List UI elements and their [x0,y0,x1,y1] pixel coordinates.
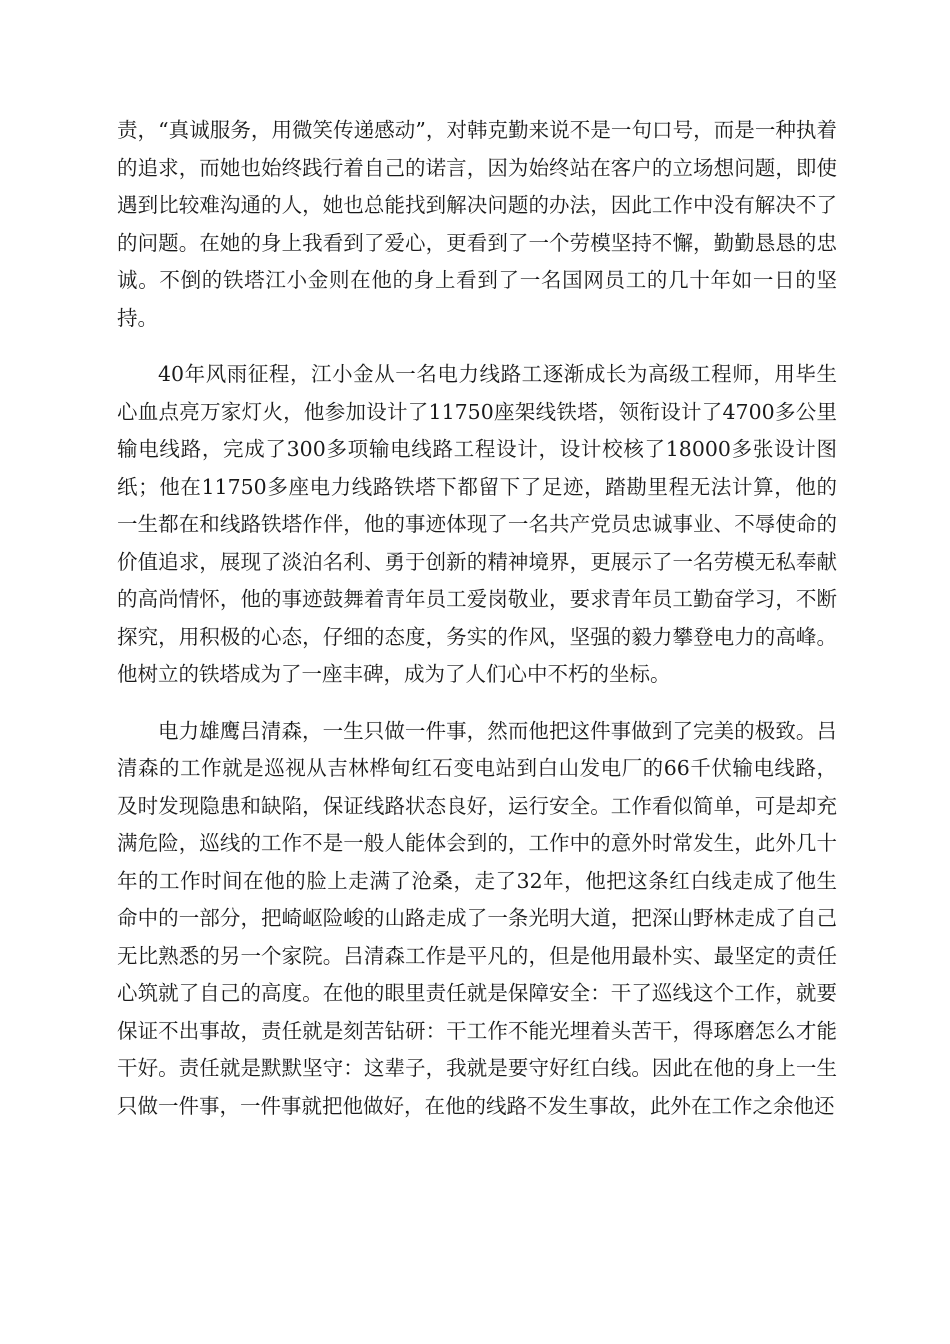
paragraph-2: 40年风雨征程，江小金从一名电力线路工逐渐成长为高级工程师，用毕生心血点亮万家灯火，他参加设计了11750座架线铁塔，领衔设计了4700多公里输电线路，完成了300多项输电线路工程设计，设计校核了18000多张设计图纸；他在11750多座电力线路铁塔下都留下了足迹，踏勘里程无法计算，他的一生都在和线路铁塔作伴，他的事迹体现了一名共产党员忠诚事业、不辱使命的价值追求，展现了淡泊名利、勇于创新的精神境界，更展示了一名劳模无私奉献的高尚情怀，他的事迹鼓舞着青年员工爱岗敬业，要求青年员工勤奋学习，不断探究，用积极的心态，仔细的态度，务实的作风，坚强的毅力攀登电力的高峰。他树立的铁塔成为了一座丰碑，成为了人们心中不朽的坐标。 [117,362,837,686]
document-body [117,112,837,1125]
paragraph-3: 电力雄鹰吕清森，一生只做一件事，然而他把这件事做到了完美的极致。吕清森的工作就是巡视从吉林桦甸红石变电站到白山发电厂的66千伏输电线路，及时发现隐患和缺陷，保证线路状态良好，运行安全。工作看似简单，可是却充满危险，巡线的工作不是一般人能体会到的，工作中的意外时常发生，此外几十年的工作时间在他的脸上走满了沧桑，走了32年，他把这条红白线走成了他生命中的一部分，把崎岖险峻的山路走成了一条光明大道，把深山野林走成了自己无比熟悉的另一个家院。吕清森工作是平凡的，但是他用最朴实、最坚定的责任心筑就了自己的高度。在他的眼里责任就是保障安全：干了巡线这个工作，就要保证不出事故，责任就是刻苦钻研：干工作不能光埋着头苦干，得琢磨怎么才能干好。责任就是默默坚守：这辈子，我就是要守好红白线。因此在他的身上一生只做一件事，一件事就把他做好，在他的线路不发生事故，此外在工作之余他还 [117,718,837,1118]
paragraph-1: 责，“真诚服务，用微笑传递感动”，对韩克勤来说不是一句口号，而是一种执着的追求，而她也始终践行着自己的诺言，因为始终站在客户的立场想问题，即使遇到比较难沟通的人，她也总能找到解决问题的办法，因此工作中没有解决不了的问题。在她的身上我看到了爱心，更看到了一个劳模坚持不懈，勤勤恳恳的忠诚。不倒的铁塔江小金则在他的身上看到了一名国网员工的几十年如一日的坚持。 [117,118,837,330]
